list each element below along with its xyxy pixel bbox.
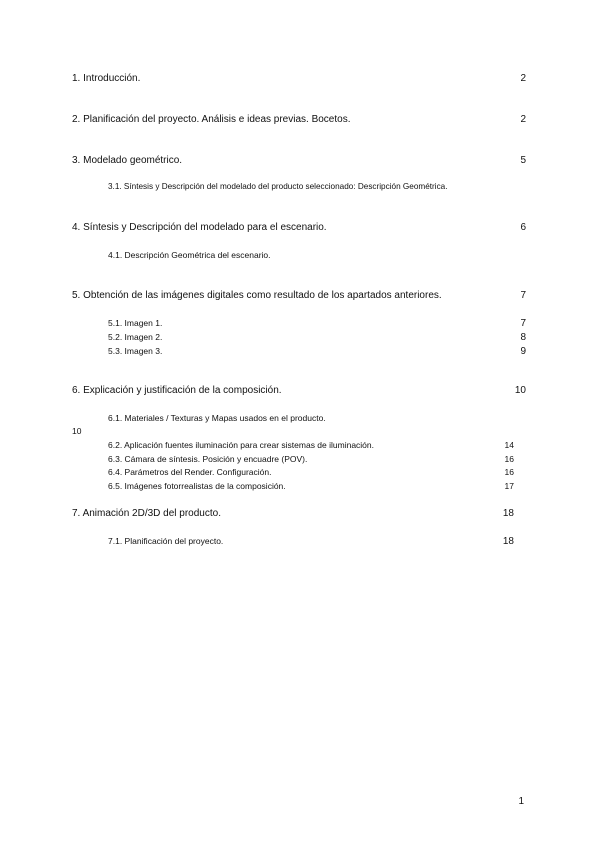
toc-entry-3-page: 5: [520, 155, 526, 166]
toc-entry-5-1-title: 5.1. Imagen 1.: [108, 318, 163, 328]
toc-entry-4-1-title: 4.1. Descripción Geométrica del escenario.: [108, 250, 271, 260]
toc-entry-1-page: 2: [520, 73, 526, 84]
toc-entry-2-page: 2: [520, 114, 526, 125]
toc-entry-6-2-page: 14: [504, 440, 514, 450]
toc-entry-4-title: 4. Síntesis y Descripción del modelado para el escenario.: [72, 222, 327, 233]
toc-entry-5-3-page: 9: [520, 346, 526, 357]
toc-entry-1-title: 1. Introducción.: [72, 73, 141, 84]
toc-entry-6-title: 6. Explicación y justificación de la composición.: [72, 385, 282, 396]
toc-entry-7-1-page: 18: [502, 536, 514, 547]
toc-entry-2-title: 2. Planificación del proyecto. Análisis e ideas previas. Bocetos.: [72, 114, 351, 125]
toc-entry-6-1-page: 10: [72, 426, 82, 436]
toc-entry-7-1-title: 7.1. Planificación del proyecto.: [108, 536, 224, 546]
toc-entry-6-page: 10: [514, 385, 526, 396]
toc-entry-3-1-title: 3.1. Síntesis y Descripción del modelado del producto seleccionado: Descripción Geométrica.: [108, 182, 448, 191]
toc-entry-6-5-title: 6.5. Imágenes fotorrealistas de la composición.: [108, 481, 286, 491]
toc-entry-5-3-title: 5.3. Imagen 3.: [108, 346, 163, 356]
toc-entry-6-3-page: 16: [504, 454, 514, 464]
toc-entry-7-title: 7. Animación 2D/3D del producto.: [72, 508, 221, 519]
toc-entry-7-page: 18: [502, 508, 514, 519]
toc-entry-5-title: 5. Obtención de las imágenes digitales como resultado de los apartados anteriores.: [72, 290, 442, 301]
toc-entry-5-1-page: 7: [520, 318, 526, 329]
toc-entry-6-4-title: 6.4. Parámetros del Render. Configuración.: [108, 467, 272, 477]
toc-entry-5-2-title: 5.2. Imagen 2.: [108, 332, 163, 342]
toc-entry-3-title: 3. Modelado geométrico.: [72, 155, 183, 166]
page-number: 1: [518, 796, 524, 807]
toc-entry-5-2-page: 8: [520, 332, 526, 343]
toc-entry-5-page: 7: [520, 290, 526, 301]
toc-entry-6-2-title: 6.2. Aplicación fuentes iluminación para crear sistemas de iluminación.: [108, 440, 374, 450]
toc-entry-6-1-title: 6.1. Materiales / Texturas y Mapas usados en el producto.: [108, 413, 326, 423]
toc-entry-4-page: 6: [520, 222, 526, 233]
toc-entry-6-5-page: 17: [504, 481, 514, 491]
toc-entry-6-4-page: 16: [504, 467, 514, 477]
toc-entry-6-3-title: 6.3. Cámara de síntesis. Posición y encuadre (POV).: [108, 454, 308, 464]
